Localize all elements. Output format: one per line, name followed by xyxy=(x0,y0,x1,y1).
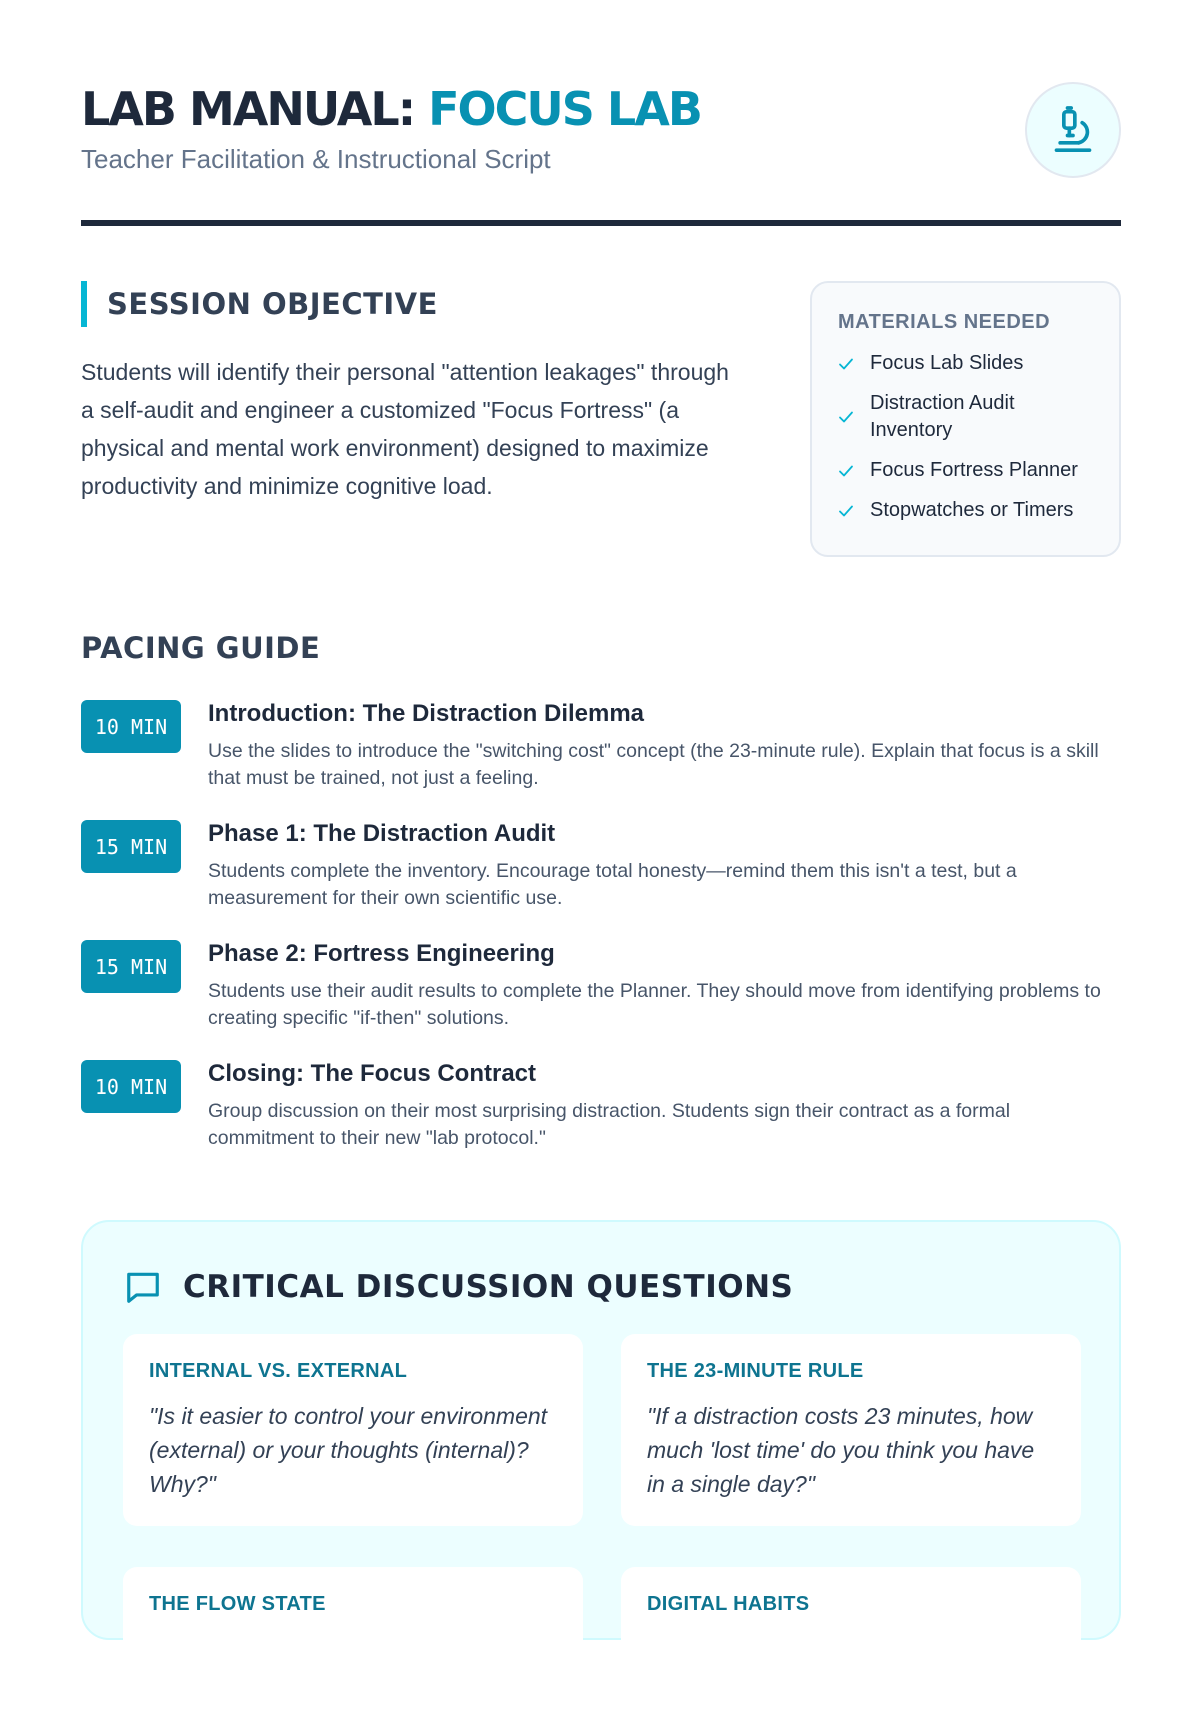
check-icon xyxy=(838,409,854,425)
question-title: THE FLOW STATE xyxy=(149,1593,326,1615)
question-card xyxy=(621,1334,1081,1526)
pacing-item-desc: Use the slides to introduce the "switching cost" concept (the 23-minute rule). Explain that focus is a skill that must be trained, not just a feeling. xyxy=(208,740,1099,789)
time-badge: 15 MIN xyxy=(81,940,181,993)
question-card xyxy=(621,1567,1081,1727)
chat-bubble-icon xyxy=(123,1268,163,1306)
pacing-item-title: Closing: The Focus Contract xyxy=(208,1060,537,1087)
check-icon xyxy=(838,503,854,519)
question-text: "If a distraction costs 23 minutes, how much 'lost time' do you think you have in a single day?" xyxy=(647,1403,1035,1497)
title-accent: FOCUS LAB xyxy=(428,82,701,136)
materials-item xyxy=(838,457,1093,484)
page-subtitle: Teacher Facilitation & Instructional Script xyxy=(81,144,551,174)
page-title xyxy=(81,82,701,136)
materials-item-label: Focus Fortress Planner xyxy=(870,459,1078,481)
question-card xyxy=(123,1567,583,1727)
materials-item xyxy=(838,497,1093,524)
pacing-item-desc: Group discussion on their most surprising distraction. Students sign their contract as a formal commitment to their new "lab protocol." xyxy=(208,1100,1011,1149)
materials-heading: MATERIALS NEEDED xyxy=(838,311,1051,333)
time-badge: 10 MIN xyxy=(81,1060,181,1113)
objective-text: Students will identify their personal "attention leakages" through a self-audit and engineer a customized "Focus Fortress" (a physical and mental work environment) designed to maximize productivity and minimize cognitive load. xyxy=(81,359,729,499)
discussion-panel xyxy=(81,1220,1121,1640)
session-objective xyxy=(81,281,741,505)
time-badge: 10 MIN xyxy=(81,700,181,753)
pacing-heading: PACING GUIDE xyxy=(81,631,321,665)
materials-list xyxy=(838,350,1093,524)
question-text: "Is it easier to control your environment (external) or your thoughts (internal)? Why?" xyxy=(149,1403,548,1497)
objective-heading: SESSION OBJECTIVE xyxy=(81,281,741,327)
discussion-heading: CRITICAL DISCUSSION QUESTIONS xyxy=(183,1269,794,1305)
title-main: LAB MANUAL: xyxy=(81,82,429,136)
logo-badge xyxy=(1025,82,1121,178)
materials-item-label: Stopwatches or Timers xyxy=(870,499,1074,521)
discussion-header xyxy=(123,1268,793,1306)
check-icon xyxy=(838,356,854,372)
page-header xyxy=(81,80,1121,230)
pacing-item-title: Phase 2: Fortress Engineering xyxy=(208,940,555,967)
pacing-item-title: Phase 1: The Distraction Audit xyxy=(208,820,556,847)
question-card xyxy=(123,1334,583,1526)
pacing-guide xyxy=(81,628,1121,1149)
pacing-item-desc: Students complete the inventory. Encourage total honesty—remind them this isn't a test, but a measurement for their own scientific use. xyxy=(208,860,1017,909)
check-icon xyxy=(838,463,854,479)
question-title: DIGITAL HABITS xyxy=(647,1593,810,1615)
question-title: THE 23-MINUTE RULE xyxy=(647,1360,864,1382)
question-title: INTERNAL VS. EXTERNAL xyxy=(149,1360,408,1382)
time-badge: 15 MIN xyxy=(81,820,181,873)
materials-card xyxy=(810,281,1121,557)
materials-item xyxy=(838,350,1093,377)
header-divider xyxy=(81,220,1121,226)
pacing-item-desc: Students use their audit results to complete the Planner. They should move from identifying problems to creating specific "if-then" solutions. xyxy=(208,980,1101,1029)
pacing-item-title: Introduction: The Distraction Dilemma xyxy=(208,700,645,727)
materials-item-label: Focus Lab Slides xyxy=(870,352,1024,374)
materials-item-label: Distraction Audit Inventory xyxy=(870,392,1015,441)
microscope-icon xyxy=(1051,106,1095,154)
materials-item xyxy=(838,390,1093,444)
